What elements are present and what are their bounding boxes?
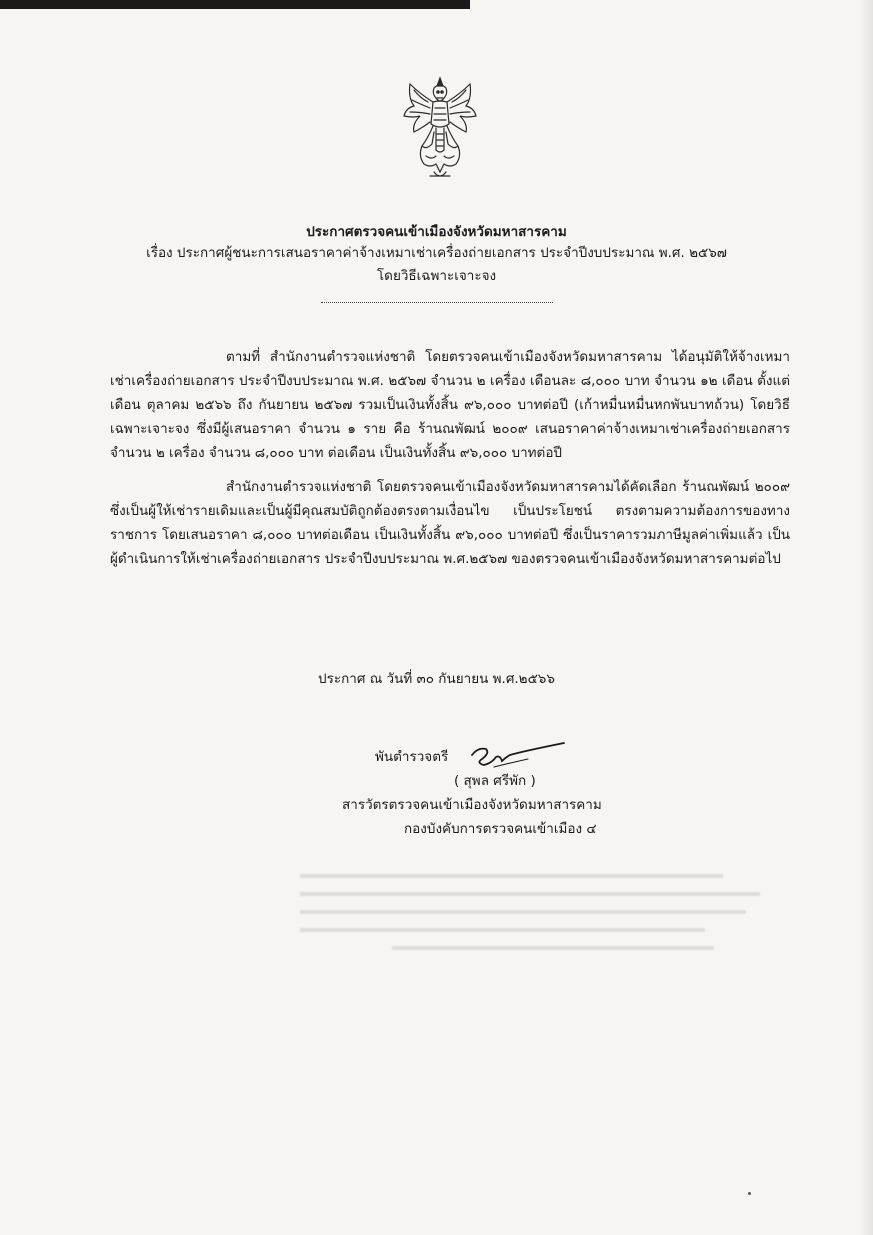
- announcement-header: [0, 222, 873, 303]
- signer-unit: กองบังคับการตรวจคนเข้าเมือง ๔: [404, 821, 597, 837]
- paragraph-1-text: ตามที่ สำนักงานตำรวจแห่งชาติ โดยตรวจคนเข้าเมืองจังหวัดมหาสารคาม ได้อนุมัติให้จ้างเหมาเช่าเครื่องถ่ายเอกสาร ประจำปีงบประมาณ พ.ศ. ๒๕๖๗ จำนวน ๒ เครื่อง เดือนละ ๘,๐๐๐ บาท จำนวน ๑๒ เดือน ตั้งแต่เดือน ตุลาคม ๒๕๖๖ ถึง กันยายน ๒๕๖๗ รวมเป็นเงินทั้งสิ้น ๙๖,๐๐๐ บาทต่อปี (เก้าหมื่นหมื่นหกพันบาทถ้วน) โดยวิธีเฉพาะเจาะจง ซึ่งมีผู้เสนอราคา จำนวน ๑ ราย คือ ร้านณพัฒน์ ๒๐๐๙ เสนอราคาค่าจ้างเหมาเช่าเครื่องถ่ายเอกสาร จำนวน ๒ เครื่อง จำนวน ๘,๐๐๐ บาท ต่อเดือน เป็นเงินทั้งสิ้น ๙๖,๐๐๐ บาทต่อปี: [110, 349, 790, 461]
- scan-top-edge: [0, 0, 873, 10]
- signature-block: [342, 737, 672, 841]
- announcement-date: ประกาศ ณ วันที่ ๓๐ กันยายน พ.ศ.๒๕๖๖: [318, 671, 555, 687]
- announcement-subject: เรื่อง ประกาศผู้ชนะการเสนอราคาค่าจ้างเหมาเช่าเครื่องถ่ายเอกสาร ประจำปีงบประมาณ พ.ศ. ๒๕๖๗: [146, 245, 727, 261]
- scan-speck: [748, 1192, 751, 1195]
- scan-right-edge-shadow: [859, 0, 873, 1235]
- signer-rank: พันตำรวจตรี: [375, 749, 449, 765]
- garuda-emblem-icon: [400, 72, 480, 184]
- dotted-divider: [321, 296, 553, 303]
- signature-row: [342, 737, 672, 767]
- handwritten-signature: [464, 733, 574, 773]
- paragraph-2-text: สำนักงานตำรวจแห่งชาติ โดยตรวจคนเข้าเมืองจังหวัดมหาสารคามได้คัดเลือก ร้านณพัฒน์ ๒๐๐๙ ซึ่งเป็นผู้ให้เช่ารายเดิมและเป็นผู้มีคุณสมบัติถูกต้องตรงตามเงื่อนไข เป็นประโยชน์ ตรงตามความต้องการของทางราชการ โดยเสนอราคา ๘,๐๐๐ บาทต่อเดือน เป็นเงินทั้งสิ้น ๙๖,๐๐๐ บาทต่อปี ซึ่งเป็นราคารวมภาษีมูลค่าเพิ่มแล้ว เป็นผู้ดำเนินการให้เช่าเครื่องถ่ายเอกสาร ประจำปีงบประมาณ พ.ศ.๒๕๖๗ ของตรวจคนเข้าเมืองจังหวัดมหาสารคามต่อไป: [110, 479, 790, 567]
- paragraph-2: [110, 475, 790, 571]
- procurement-method: โดยวิธีเฉพาะเจาะจง: [376, 268, 497, 284]
- reverse-side-bleed-through: [300, 860, 760, 1090]
- signer-position: สารวัตรตรวจคนเข้าเมืองจังหวัดมหาสารคาม: [342, 797, 602, 813]
- signer-name: ( สุพล ศรีพัก ): [454, 773, 536, 789]
- paragraph-1: [110, 345, 790, 465]
- announcement-title: ประกาศตรวจคนเข้าเมืองจังหวัดมหาสารคาม: [306, 224, 567, 240]
- announcement-body: [110, 345, 790, 571]
